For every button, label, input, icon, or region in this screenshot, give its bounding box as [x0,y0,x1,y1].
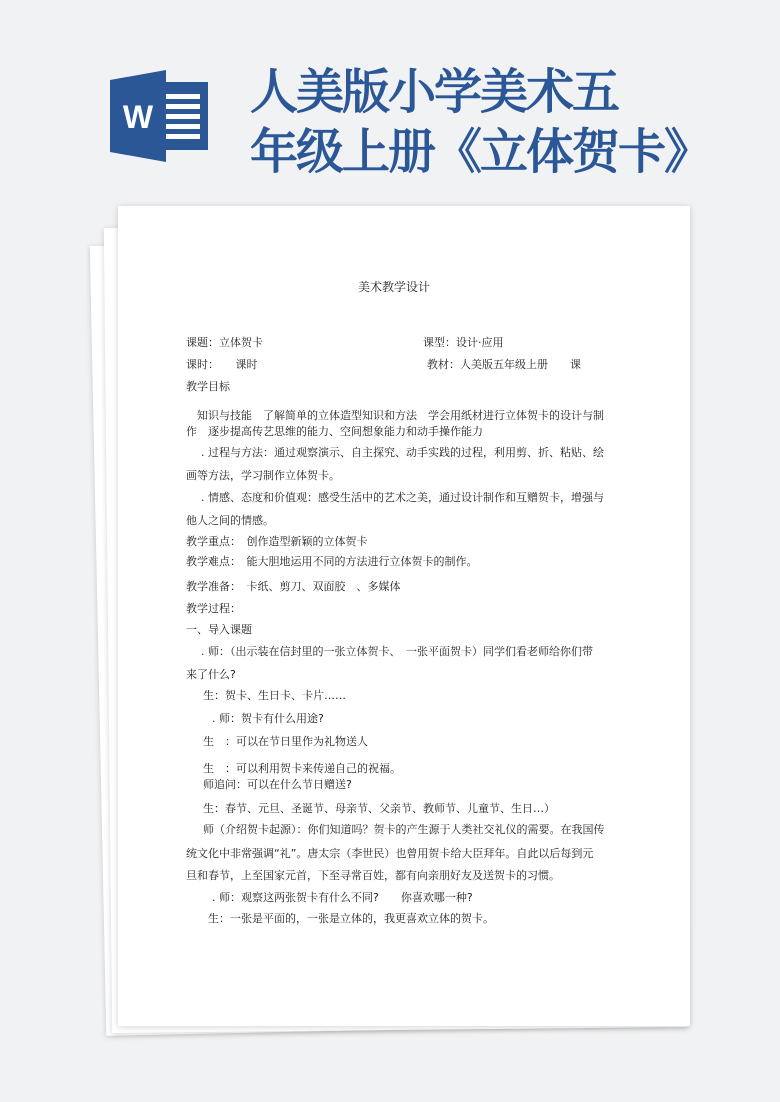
document-line: . 过程与方法：通过观察演示、自主探究、动手实践的过程，利用剪、折、粘贴、绘 [201,446,604,459]
document-line: 教学难点： 能大胆地运用不同的方法进行立体贺卡的制作。 [186,555,478,568]
word-logo-icon [110,70,210,162]
document-line: 教材：人美版五年级上册 课 [427,358,581,371]
document-line: 生 ：可以在节日里作为礼物送人 [203,735,368,748]
title-line-1: 人美版小学美术五 [250,64,619,120]
document-line: 生：贺卡、生日卡、卡片…… [203,689,346,702]
document-line: . 情感、态度和价值观：感受生活中的艺术之美，通过设计制作和互赠贺卡，增强与 [201,491,604,504]
document-line: 知识与技能 了解简单的立体造型知识和方法 学会用纸材进行立体贺卡的设计与制 [197,409,604,422]
document-line: . 师：贺卡有什么用途? [212,712,324,725]
banner-title [250,62,770,182]
document-line: 一、导入课题 [186,623,252,636]
document-line: 教学重点： 创作造型新颖的立体贺卡 [186,535,368,548]
document-heading: 美术教学设计 [358,280,431,294]
document-line: 旦和春节，上至国家元首，下至寻常百姓，都有向亲朋好友及送贺卡的习惯。 [186,869,560,882]
document-line: 统文化中非常强调“礼”。唐太宗（李世民）也曾用贺卡给大臣拜年。自此以后每到元 [186,847,594,860]
document-line: . 师：（出示装在信封里的一张立体贺卡、 一张平面贺卡）同学们看老师给你们带 [201,645,593,658]
document-line: 生 ：可以利用贺卡来传递自己的祝福。 [203,762,401,775]
document-line: 课型：设计·应用 [423,336,504,349]
document-line: 教学目标 [186,380,230,393]
document-line: . 师：观察这两张贺卡有什么不同? 你喜欢哪一种? [212,891,473,904]
document-line: 生：春节、元旦、圣诞节、母亲节、父亲节、教师节、儿童节、生日…） [203,802,555,815]
document-line: 师（介绍贺卡起源）：你们知道吗？贺卡的产生源于人类社交礼仪的需要。在我国传 [203,823,605,836]
document-line: 作 逐步提高传艺思维的能力、空间想象能力和动手操作能力 [186,425,483,438]
document-line: 生：一张是平面的，一张是立体的，我更喜欢立体的贺卡。 [208,912,494,925]
document-line: 师追问：可以在什么节日赠送? [203,778,352,791]
document-line: 教学过程： [186,602,241,615]
document-line: 教学准备： 卡纸、剪刀、双面胶 、多媒体 [186,580,401,593]
svg-text:W: W [122,99,154,135]
document-line: 来了什么? [186,668,236,681]
title-line-2: 年级上册《立体贺卡》 [250,124,711,180]
document-line: 课题：立体贺卡 [186,336,263,349]
document-line: 课时： 课时 [186,358,258,371]
document-line: 画等方法，学习制作立体贺卡。 [186,469,340,482]
document-line: 他人之间的情感。 [186,514,274,527]
